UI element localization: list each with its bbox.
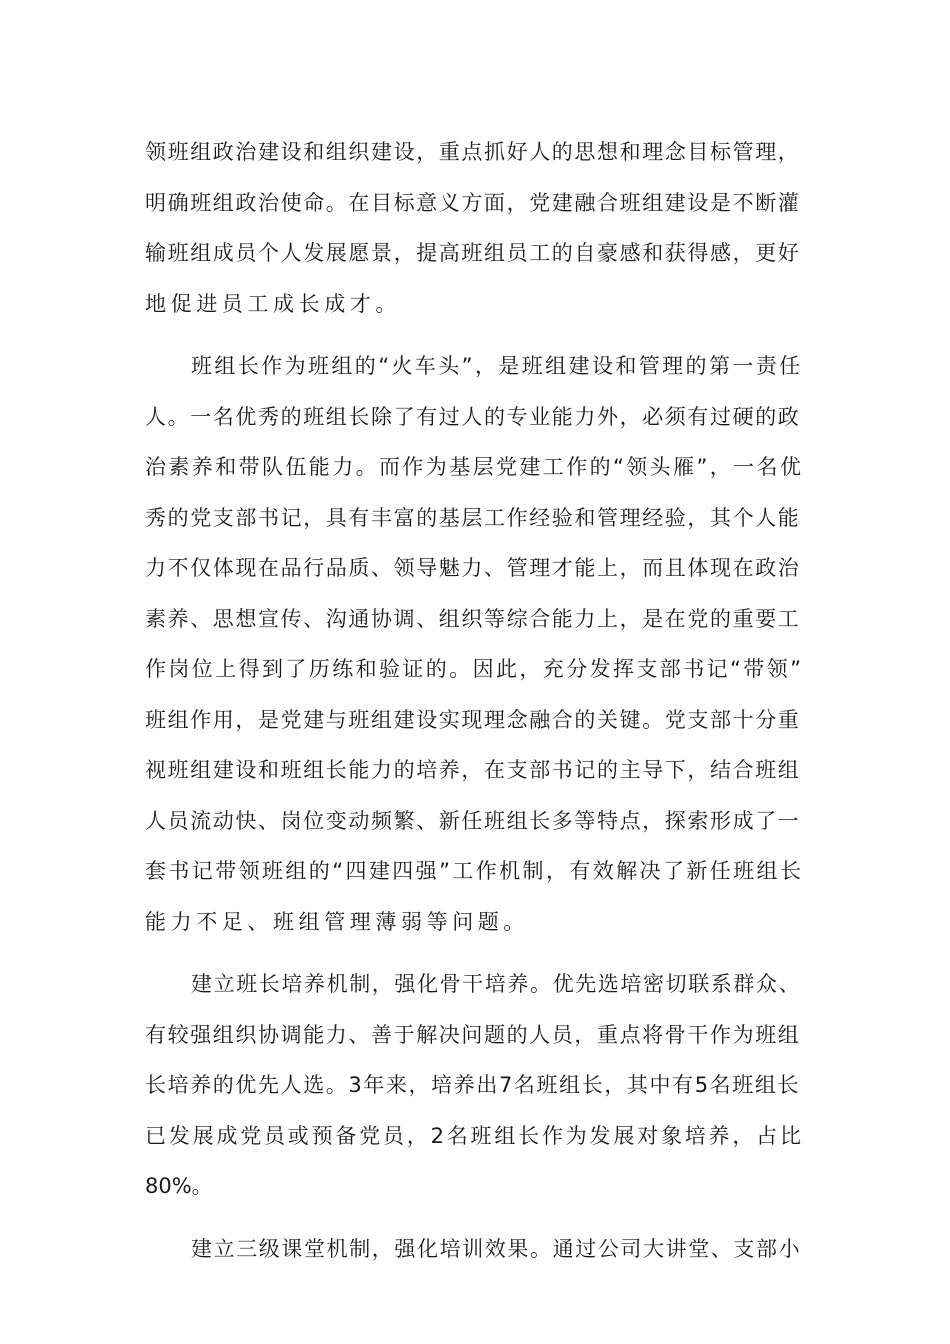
- text-line: 80%。: [145, 1174, 213, 1198]
- text-line: 有较强组织协调能力、善于解决问题的人员，重点将骨干作为班组: [145, 1022, 801, 1047]
- body-text: [145, 127, 805, 1274]
- text-line: 班组长作为班组的“火车头”，是班组建设和管理的第一责任: [191, 354, 803, 378]
- text-line: 套书记带领班组的“四建四强”工作机制，有效解决了新任班组长: [145, 859, 804, 883]
- text-line: 人员流动快、岗位变动频繁、新任班组长多等特点，探索形成了一: [145, 808, 801, 833]
- text-line: 视班组建设和班组长能力的培养，在支部书记的主导下，结合班组: [145, 758, 801, 782]
- text-line: 领班组政治建设和组织建设，重点抓好人的思想和理念目标管理，: [145, 140, 801, 164]
- paragraph-3: [145, 959, 805, 1212]
- paragraph-1: [145, 127, 805, 329]
- text-line: 能力不足、班组管理薄弱等问题。: [145, 909, 529, 934]
- text-line: 建立三级课堂机制，强化培训效果。通过公司大讲堂、支部小: [191, 1236, 802, 1261]
- text-line: 已发展成党员或预备党员，2名班组长作为发展对象培养，占比: [145, 1123, 804, 1148]
- text-line: 长培养的优先人选。3年来，培养出7名班组长，其中有5名班组长: [145, 1073, 801, 1097]
- text-line: 素养、思想宣传、沟通协调、组织等综合能力上，是在党的重要工: [145, 606, 801, 631]
- text-line: 秀的党支部书记，具有丰富的基层工作经验和管理经验，其个人能: [145, 505, 801, 530]
- text-line: 地促进员工成长成才。: [145, 291, 401, 316]
- text-line: 班组作用，是党建与班组建设实现理念融合的关键。党支部十分重: [145, 707, 801, 732]
- text-line: 作岗位上得到了历练和验证的。因此，充分发挥支部书记“带领”: [145, 657, 804, 681]
- text-line: 建立班长培养机制，强化骨干培养。优先选培密切联系群众、: [191, 972, 802, 996]
- paragraph-2: [145, 341, 805, 947]
- text-line: 明确班组政治使命。在目标意义方面，党建融合班组建设是不断灌: [145, 190, 801, 215]
- text-line: 力不仅体现在品行品质、领导魅力、管理才能上，而且体现在政治: [145, 556, 801, 580]
- paragraph-4: [145, 1224, 805, 1275]
- text-line: 输班组成员个人发展愿景，提高班组员工的自豪感和获得感，更好: [145, 241, 801, 265]
- text-line: 治素养和带队伍能力。而作为基层党建工作的“领头雁”，一名优: [145, 455, 804, 479]
- text-line: 人。一名优秀的班组长除了有过人的专业能力外，必须有过硬的政: [145, 404, 801, 429]
